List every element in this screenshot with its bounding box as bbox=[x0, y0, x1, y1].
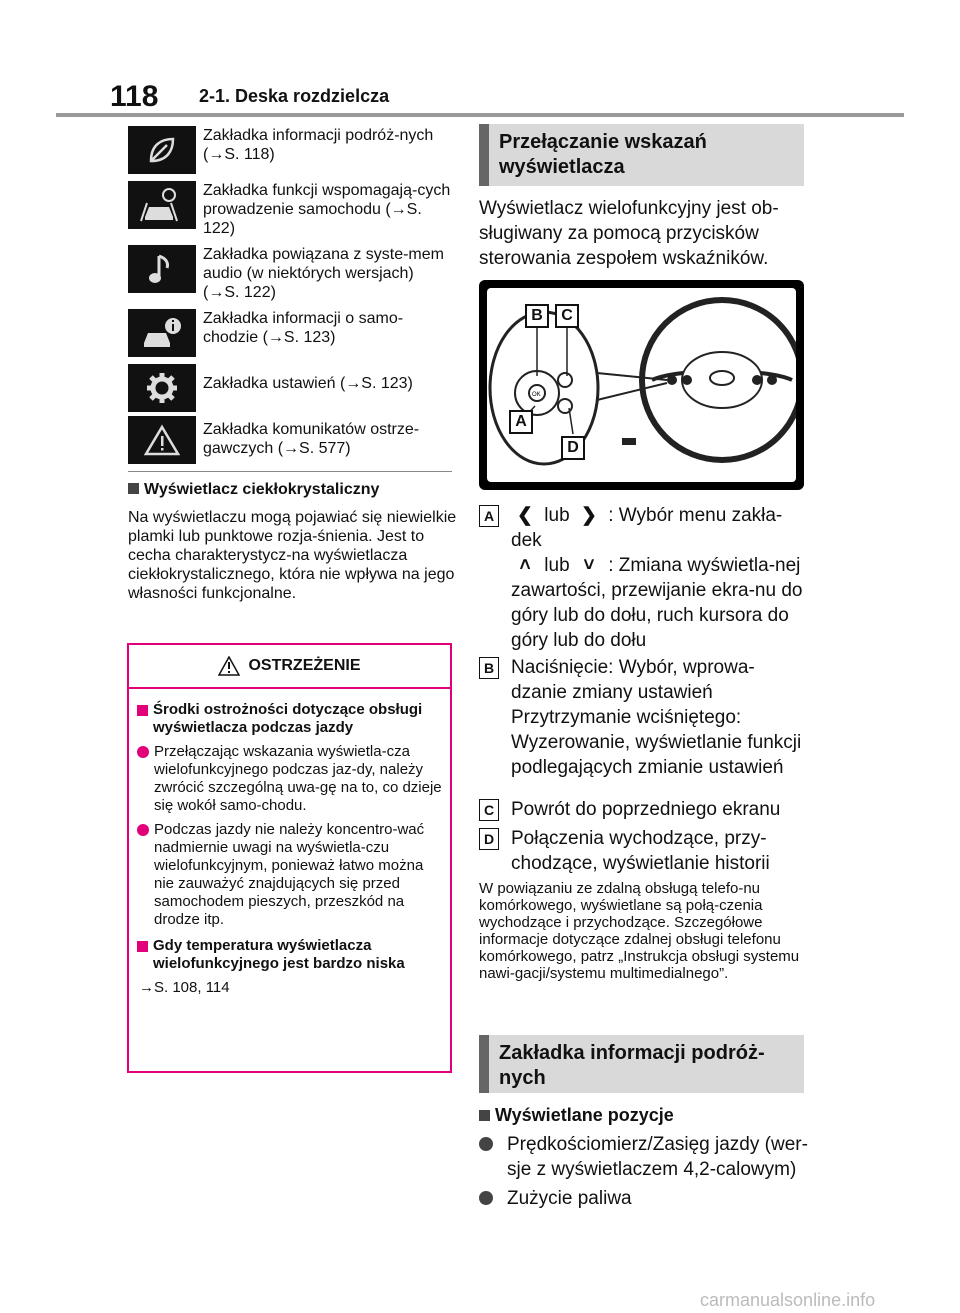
figure-illustration bbox=[487, 288, 796, 482]
tab-row-trip bbox=[128, 126, 452, 181]
item-text: Prędkościomierz/Zasięg jazdy (wer-sje z wyświetlaczem 4,2-calowym) bbox=[507, 1134, 808, 1180]
label-c: C bbox=[479, 799, 499, 821]
warning-bullet bbox=[137, 821, 442, 929]
legend-b-text2: Przytrzymanie wciśniętego: Wyzerowanie, wyświetlanie funkcji podlegających zmianie ustawień bbox=[511, 707, 802, 778]
music-note-icon bbox=[128, 245, 196, 293]
divider bbox=[128, 471, 452, 472]
chevron-up-icon: ˄ bbox=[519, 555, 531, 576]
warning-header bbox=[129, 645, 450, 689]
leaf-icon bbox=[128, 126, 196, 174]
chevron-left-icon: ❮ bbox=[517, 505, 533, 526]
header-divider bbox=[56, 113, 904, 117]
items-heading-text: Wyświetlane pozycje bbox=[495, 1105, 674, 1125]
steering-wheel-figure bbox=[479, 280, 804, 490]
tabs-table bbox=[128, 126, 452, 474]
tab-row-driver-assist bbox=[128, 181, 452, 245]
lcd-text: Na wyświetlaczu mogą pojawiać się niewielkie plamki lub punktowe rozja-śnienia. Jest to cecha charakterystycz-na wyświetlacza ciekłokrystalicznego, która nie wpływa na jego własności funkcjonalne. bbox=[128, 509, 457, 602]
figure-label-c: C bbox=[555, 304, 579, 328]
legend-a-line1 bbox=[511, 503, 809, 553]
item-fuel bbox=[479, 1186, 809, 1211]
tab-desc: Zakładka powiązana z syste-mem audio (w niektórych wersjach) (→S. 122) bbox=[203, 246, 444, 301]
vehicle-info-icon bbox=[128, 309, 196, 357]
warning-bullet-text: Przełączając wskazania wyświetla-cza wielofunkcyjnego podczas jaz-dy, należy zwrócić szczególną uwa-gę na to, co dzieje się wokół samo-chodu. bbox=[154, 743, 442, 814]
warning-bullet-text: Podczas jazdy nie należy koncentro-wać nadmiernie uwagi na wyświetla-czu wielofunkcyjnym, ponieważ łatwo można nie zauważyć znajdujących się przed samochodem pieszych, przeszkód na drodze itp. bbox=[154, 821, 425, 928]
legend-a2 bbox=[479, 553, 809, 653]
warning-title: OSTRZEŻENIE bbox=[248, 657, 361, 674]
tab-desc: Zakładka ustawień (→S. 123) bbox=[203, 375, 413, 392]
warning-icon bbox=[218, 656, 240, 676]
legend-a2-text: : Zmiana wyświetla-nej zawartości, przewijanie ekra-nu do góry lub do dołu, ruch kursora do góry lub do dołu bbox=[511, 555, 803, 651]
tab-desc: Zakładka funkcji wspomagają-cych prowadzenie samochodu (→S. 122) bbox=[203, 182, 451, 237]
tab-row-vehicle bbox=[128, 309, 452, 364]
gear-icon bbox=[128, 364, 196, 412]
page-number: 118 bbox=[110, 80, 159, 113]
intro-text: Wyświetlacz wielofunkcyjny jest ob-sługiwany za pomocą przycisków sterowania zespołem wskaźników. bbox=[479, 198, 779, 269]
legend-d-text: Połączenia wychodzące, przy-chodzące, wyświetlanie historii bbox=[511, 828, 770, 874]
heading-trip-info: Zakładka informacji podróż-nych bbox=[479, 1035, 804, 1093]
lub-text: lub bbox=[544, 505, 570, 526]
warning-subheading bbox=[137, 937, 442, 973]
lcd-heading bbox=[128, 481, 379, 499]
legend-c bbox=[479, 797, 809, 822]
lub-text: lub bbox=[544, 555, 570, 576]
label-b: B bbox=[479, 657, 499, 679]
driver-assist-icon bbox=[128, 181, 196, 229]
legend-c-text: Powrót do poprzedniego ekranu bbox=[511, 799, 781, 820]
chevron-down-icon: ˅ bbox=[583, 555, 595, 576]
warning-subheading bbox=[137, 701, 442, 737]
figure-label-d: D bbox=[561, 436, 585, 460]
legend-a-text: : Wybór menu zakła-dek bbox=[511, 505, 783, 551]
warning-subheading-text: Gdy temperatura wyświetlacza wielofunkcyjnego jest bardzo niska bbox=[153, 937, 405, 972]
legend-b-text: Naciśnięcie: Wybór, wprowa-dzanie zmiany ustawień bbox=[511, 657, 755, 703]
chevron-right-icon: ❯ bbox=[580, 505, 597, 526]
legend-a bbox=[479, 503, 809, 553]
item-text: Zużycie paliwa bbox=[507, 1188, 632, 1209]
tab-row-audio bbox=[128, 245, 452, 309]
warning-bullet bbox=[137, 743, 442, 815]
tab-desc: Zakładka komunikatów ostrze-gawczych (→S. 577) bbox=[203, 421, 420, 457]
items-heading bbox=[479, 1105, 674, 1126]
label-d: D bbox=[479, 828, 499, 850]
phone-note: W powiązaniu ze zdalną obsługą telefo-nu komórkowego, wyświetlane są połą-czenia wychodzące i przychodzące. Szczegółowe informacje dotyczące zdalnej obsługi telefonu komórkowego, patrz „Instrukcja obsługi systemu nawi-gacji/systemu multimedialnego”. bbox=[479, 880, 800, 982]
tab-desc: Zakładka informacji o samo-chodzie (→S. 123) bbox=[203, 310, 404, 346]
legend-d bbox=[479, 826, 809, 876]
legend-b bbox=[479, 655, 809, 780]
warning-body bbox=[129, 689, 450, 997]
tab-desc: Zakładka informacji podróż-nych (→S. 118) bbox=[203, 127, 434, 163]
warning-icon bbox=[128, 416, 196, 464]
figure-label-b: B bbox=[525, 304, 549, 328]
legend-a2-line bbox=[479, 553, 809, 653]
svg-text:OK: OK bbox=[532, 392, 541, 398]
tab-row-warnings bbox=[128, 416, 452, 474]
warning-subheading-text: Środki ostrożności dotyczące obsługi wyświetlacza podczas jazdy bbox=[153, 701, 423, 736]
lcd-heading-text: Wyświetlacz ciekłokrystaliczny bbox=[144, 481, 380, 498]
item-speedometer bbox=[479, 1132, 809, 1182]
label-a: A bbox=[479, 505, 499, 527]
watermark: carmanualsonline.info bbox=[700, 1290, 876, 1310]
warning-box bbox=[127, 643, 452, 1073]
warning-ref: →S. 108, 114 bbox=[139, 979, 230, 996]
heading-display-switching: Przełączanie wskazań wyświetlacza bbox=[479, 124, 804, 186]
figure-label-a: A bbox=[509, 410, 533, 434]
section-title: 2-1. Deska rozdzielcza bbox=[199, 86, 390, 106]
tab-row-settings bbox=[128, 364, 452, 416]
